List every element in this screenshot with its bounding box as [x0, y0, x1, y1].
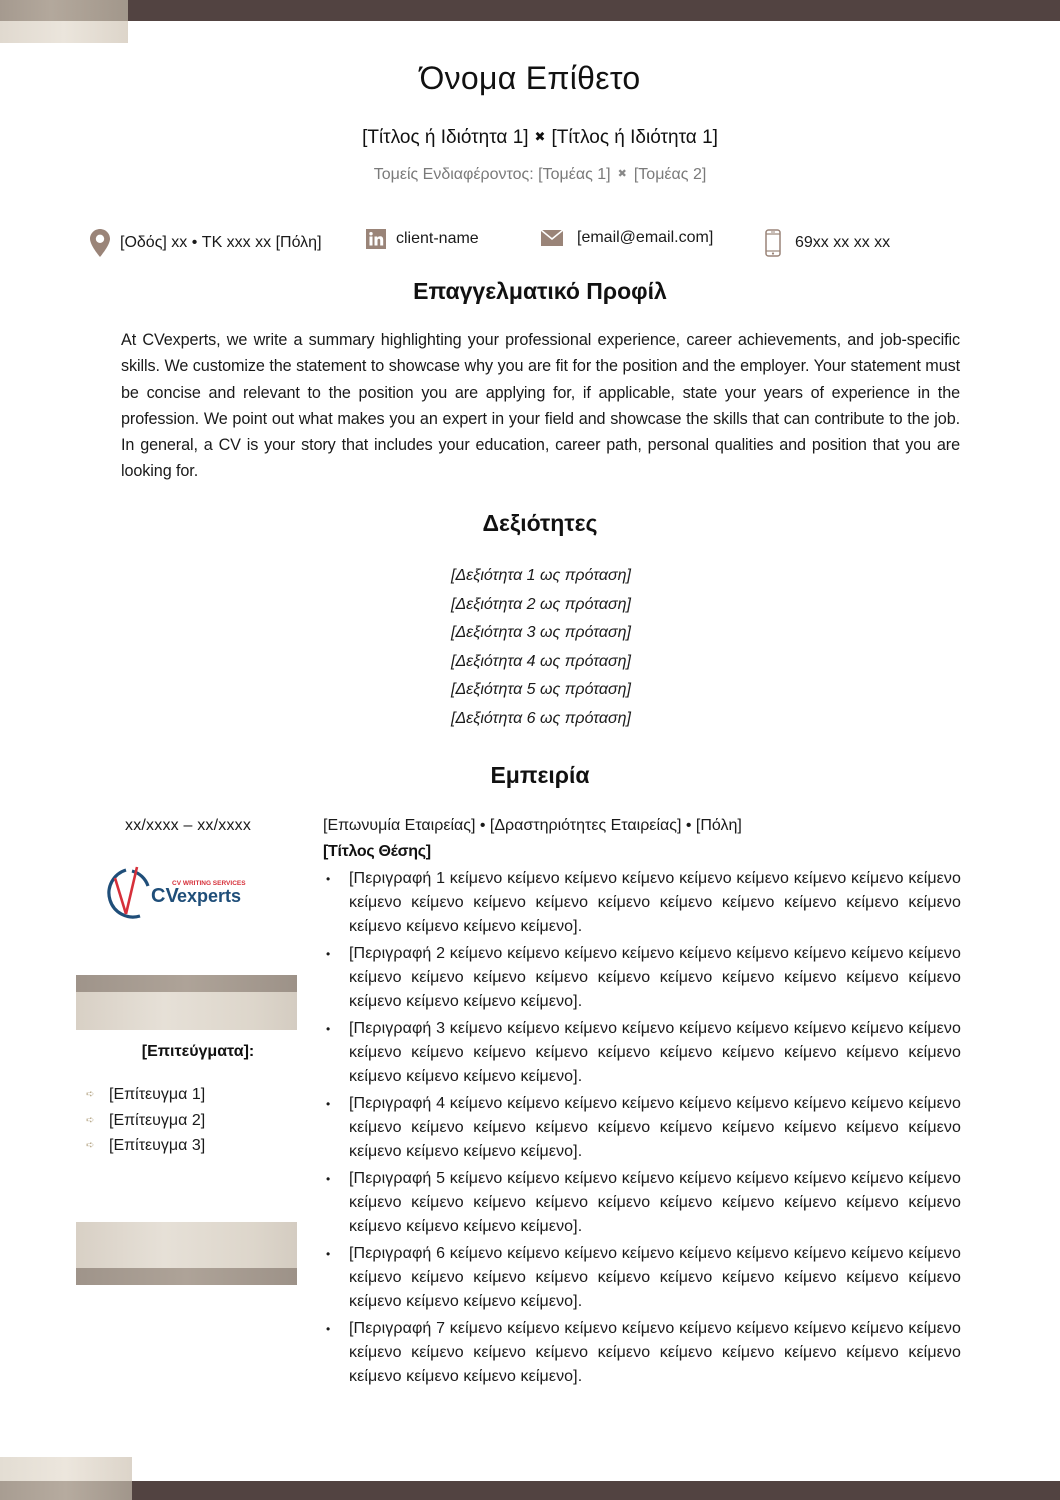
job-dates: xx/xxxx – xx/xxxx [125, 817, 252, 834]
envelope-icon [541, 230, 563, 246]
candidate-name: Όνομα Επίθετο [419, 60, 641, 96]
skill-item: [Δεξιότητα 6 ως πρόταση] [451, 709, 631, 727]
svg-text:CV: CV [151, 885, 179, 907]
texture-band-dark [76, 1268, 297, 1285]
title-2: [Τίτλος ή Ιδιότητα 1] [551, 127, 718, 148]
bullet-icon: • [326, 947, 331, 961]
cross-separator-icon: ✖ [617, 168, 627, 180]
achievement-item: ➪ [Επίτευγμα 3] [86, 1133, 205, 1159]
interests-label: Τομείς Ενδιαφέροντος: [373, 166, 534, 183]
map-pin-icon [90, 229, 110, 257]
job-title: [Τίτλος Θέσης] [323, 843, 431, 860]
email-text[interactable]: [email@email.com] [577, 229, 714, 246]
skill-item: [Δεξιότητα 5 ως πρόταση] [451, 681, 631, 699]
cross-separator-icon: ✖ [534, 129, 546, 144]
bullet-icon: • [326, 1322, 331, 1336]
duties-list [323, 867, 961, 1392]
duty-item: • [Περιγραφή 3 κείμενο κείμενο κείμενο κείμενο κείμενο κείμενο κείμενο κείμενο κείμενο κείμενο κείμενο κείμενο κείμενο κείμενο κείμενο κείμενο κείμενο κείμενο κείμενο κείμενο κείμενο κείμενο κείμενο]. [323, 1017, 961, 1089]
cvexperts-logo-icon [100, 864, 250, 924]
bottom-texture-dark [0, 1481, 132, 1500]
arrow-bullet-icon: ➪ [86, 1089, 95, 1100]
interests-line [0, 166, 1060, 184]
texture-band-light [76, 1222, 297, 1268]
texture-band-dark [76, 975, 297, 992]
arrow-bullet-icon: ➪ [86, 1114, 95, 1126]
arrow-bullet-icon: ➪ [86, 1140, 95, 1151]
duty-item: • [Περιγραφή 4 κείμενο κείμενο κείμενο κείμενο κείμενο κείμενο κείμενο κείμενο κείμενο κείμενο κείμενο κείμενο κείμενο κείμενο κείμενο κείμενο κείμενο κείμενο κείμενο κείμενο κείμενο κείμενο κείμενο]. [323, 1092, 961, 1164]
texture-band-lower [76, 1222, 297, 1285]
linkedin-text[interactable]: client-name [396, 230, 479, 247]
contact-address [90, 229, 322, 257]
experience-heading: Εμπειρία [490, 762, 590, 788]
contact-linkedin[interactable] [366, 229, 479, 249]
profile-heading: Επαγγελματικό Προφίλ [413, 278, 667, 304]
bullet-icon: • [326, 1247, 331, 1261]
duty-item: • [Περιγραφή 5 κείμενο κείμενο κείμενο κείμενο κείμενο κείμενο κείμενο κείμενο κείμενο κείμενο κείμενο κείμενο κείμενο κείμενο κείμενο κείμενο κείμενο κείμενο κείμενο κείμενο κείμενο κείμενο κείμενο]. [323, 1167, 961, 1239]
profile-summary: At CVexperts, we write a summary highlighting your professional experience, career achievements, and job-specific skills. We customize the statement to showcase why you are fit for the position and the employer. Your statement must be concise and relevant to the position you are applying for, if applicable, state your years of experience in the profession. We point out what makes you an expert in your field and showcase the skills that can contribute to the job. In general, a CV is your story that includes your education, career path, personal qualities and position that you are looking for. [121, 331, 960, 481]
interest-1: [Τομέας 1] [538, 166, 611, 183]
duty-item: • [Περιγραφή 2 κείμενο κείμενο κείμενο κείμενο κείμενο κείμενο κείμενο κείμενο κείμενο κείμενο κείμενο κείμενο κείμενο κείμενο κείμενο κείμενο κείμενο κείμενο κείμενο κείμενο κείμενο κείμενο κείμενο]. [323, 942, 961, 1014]
texture-band-upper [76, 975, 297, 1030]
bottom-bar [132, 1481, 1060, 1500]
top-texture-dark [0, 0, 128, 21]
skill-item: [Δεξιότητα 3 ως πρόταση] [451, 624, 631, 642]
duty-item: • [Περιγραφή 6 κείμενο κείμενο κείμενο κείμενο κείμενο κείμενο κείμενο κείμενο κείμενο κείμενο κείμενο κείμενο κείμενο κείμενο κείμενο κείμενο κείμενο κείμενο κείμενο κείμενο κείμενο κείμενο κείμενο]. [323, 1242, 961, 1314]
top-texture-light [0, 21, 128, 43]
bottom-texture-light [0, 1457, 132, 1481]
title-1: [Τίτλος ή Ιδιότητα 1] [362, 127, 529, 148]
skill-item: [Δεξιότητα 4 ως πρόταση] [451, 652, 631, 670]
company-logo [100, 864, 250, 924]
bullet-icon: • [326, 1097, 331, 1111]
contact-phone [765, 229, 890, 257]
interest-2: [Τομέας 2] [633, 166, 707, 183]
mobile-phone-icon [765, 229, 781, 257]
texture-band-light [76, 992, 297, 1030]
skills-list [0, 562, 1060, 734]
achievements-list [86, 1082, 205, 1159]
skills-heading: Δεξιότητες [482, 510, 598, 536]
duty-item: • [Περιγραφή 7 κείμενο κείμενο κείμενο κείμενο κείμενο κείμενο κείμενο κείμενο κείμενο κείμενο κείμενο κείμενο κείμενο κείμενο κείμενο κείμενο κείμενο κείμενο κείμενο κείμενο κείμενο κείμενο κείμενο]. [323, 1317, 961, 1389]
top-bar [128, 0, 1060, 21]
skill-item: [Δεξιότητα 1 ως πρόταση] [451, 567, 631, 584]
svg-text:experts: experts [177, 886, 242, 906]
phone-text: 69xx xx xx xx [795, 234, 891, 251]
bullet-icon: • [326, 1022, 331, 1036]
company-line: [Επωνυμία Εταιρείας] • [Δραστηριότητες Εταιρείας] • [Πόλη] [323, 817, 742, 834]
contact-email[interactable] [541, 229, 713, 247]
bullet-icon: • [326, 872, 331, 886]
address-text: [Οδός] xx • ΤΚ xxx xx [Πόλη] [120, 234, 322, 251]
bullet-icon: • [326, 1172, 331, 1186]
achievement-item: ➪ [Επίτευγμα 1] [86, 1082, 205, 1108]
duty-item: • [Περιγραφή 1 κείμενο κείμενο κείμενο κείμενο κείμενο κείμενο κείμενο κείμενο κείμενο κείμενο κείμενο κείμενο κείμενο κείμενο κείμενο κείμενο κείμενο κείμενο κείμενο κείμενο κείμενο κείμενο κείμενο]. [323, 867, 961, 939]
svg-text:CV WRITING SERVICES: CV WRITING SERVICES [172, 880, 246, 887]
achievements-heading: [Επιτεύγματα]: [141, 1043, 255, 1060]
job-titles [0, 127, 1060, 149]
skill-item: [Δεξιότητα 2 ως πρόταση] [451, 595, 631, 613]
achievement-item: ➪ [Επίτευγμα 2] [86, 1108, 205, 1134]
linkedin-icon [366, 229, 386, 249]
